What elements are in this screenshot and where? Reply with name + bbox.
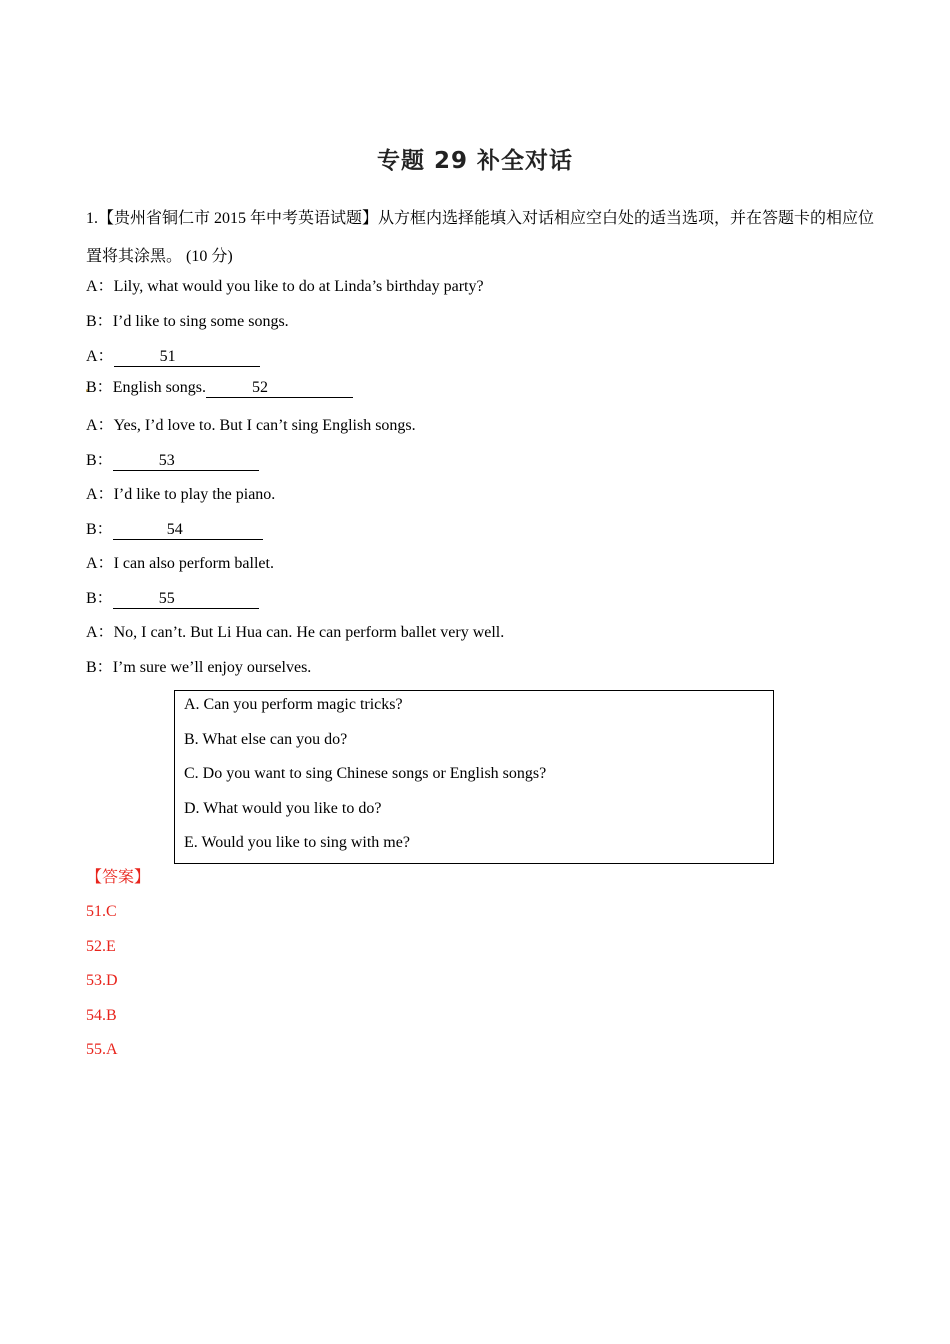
blank-number: 51 [159,348,176,365]
option-d: D. What would you like to do? [184,800,382,817]
blank-number: 54 [166,521,183,538]
page-title: 专题 29 补全对话 [376,148,574,174]
speaker-label: A： [86,624,114,641]
speaker-label: B： [86,379,113,396]
question-intro: 1.【贵州省铜仁市 2015 年中考英语试题】从方框内选择能填入对话相应空白处的适当选项，并在答题卡的相应位置将其涂黑。 (10 分) [86,210,875,265]
speaker-label: A： [86,486,114,503]
dialogue-text: English songs. [112,379,207,396]
dialogue-text: I’m sure we’ll enjoy ourselves. [112,659,312,676]
answer-item: 55.A [86,1041,118,1058]
dialogue-line [86,346,260,368]
speaker-label: A： [86,555,114,572]
speaker-label: B： [86,521,113,538]
answer-item: 54.B [86,1007,117,1024]
dialogue-line [86,450,259,472]
blank-number: 53 [158,452,175,469]
dialogue-text: I’d like to play the piano. [113,486,276,503]
answer-blank [206,380,353,398]
answer-item: 53.D [86,972,118,989]
dialogue-line [86,588,259,610]
dialogue-line [86,553,274,575]
speaker-label: B： [86,659,113,676]
dialogue-line [86,276,484,298]
dialogue-text: Yes, I’d love to. But I can’t sing English songs. [113,417,416,434]
answer-heading: 【答案】 [86,869,151,886]
answer-item: 51.C [86,903,117,920]
options-box [174,690,774,864]
option-c: C. Do you want to sing Chinese songs or English songs? [184,765,547,782]
dialogue-line [86,415,416,437]
blank-number: 52 [252,379,269,396]
answer-blank [113,522,263,540]
speaker-label: A： [86,348,114,365]
dialogue-line [86,377,353,399]
blank-number: 55 [158,590,175,607]
option-b: B. What else can you do? [184,731,348,748]
answer-blank [113,591,259,609]
dialogue-text: No, I can’t. But Li Hua can. He can perform ballet very well. [113,624,505,641]
dialogue-line [86,484,275,506]
speaker-label: B： [86,452,113,469]
dialogue-text: I’d like to sing some songs. [112,313,289,330]
dialogue-text: Lily, what would you like to do at Linda’s birthday party? [113,278,484,295]
speaker-label: B： [86,590,113,607]
option-e: E. Would you like to sing with me? [184,834,410,851]
dialogue-line [86,622,504,644]
dialogue-line [86,657,311,679]
speaker-label: A： [86,278,114,295]
answer-blank [113,453,259,471]
answer-blank [114,349,260,367]
option-a: A. Can you perform magic tricks? [184,696,403,713]
speaker-label: A： [86,417,114,434]
speaker-label: B： [86,313,113,330]
dialogue-line [86,311,289,333]
dialogue-line [86,519,263,541]
dialogue-text: I can also perform ballet. [113,555,274,572]
answer-item: 52.E [86,938,116,955]
